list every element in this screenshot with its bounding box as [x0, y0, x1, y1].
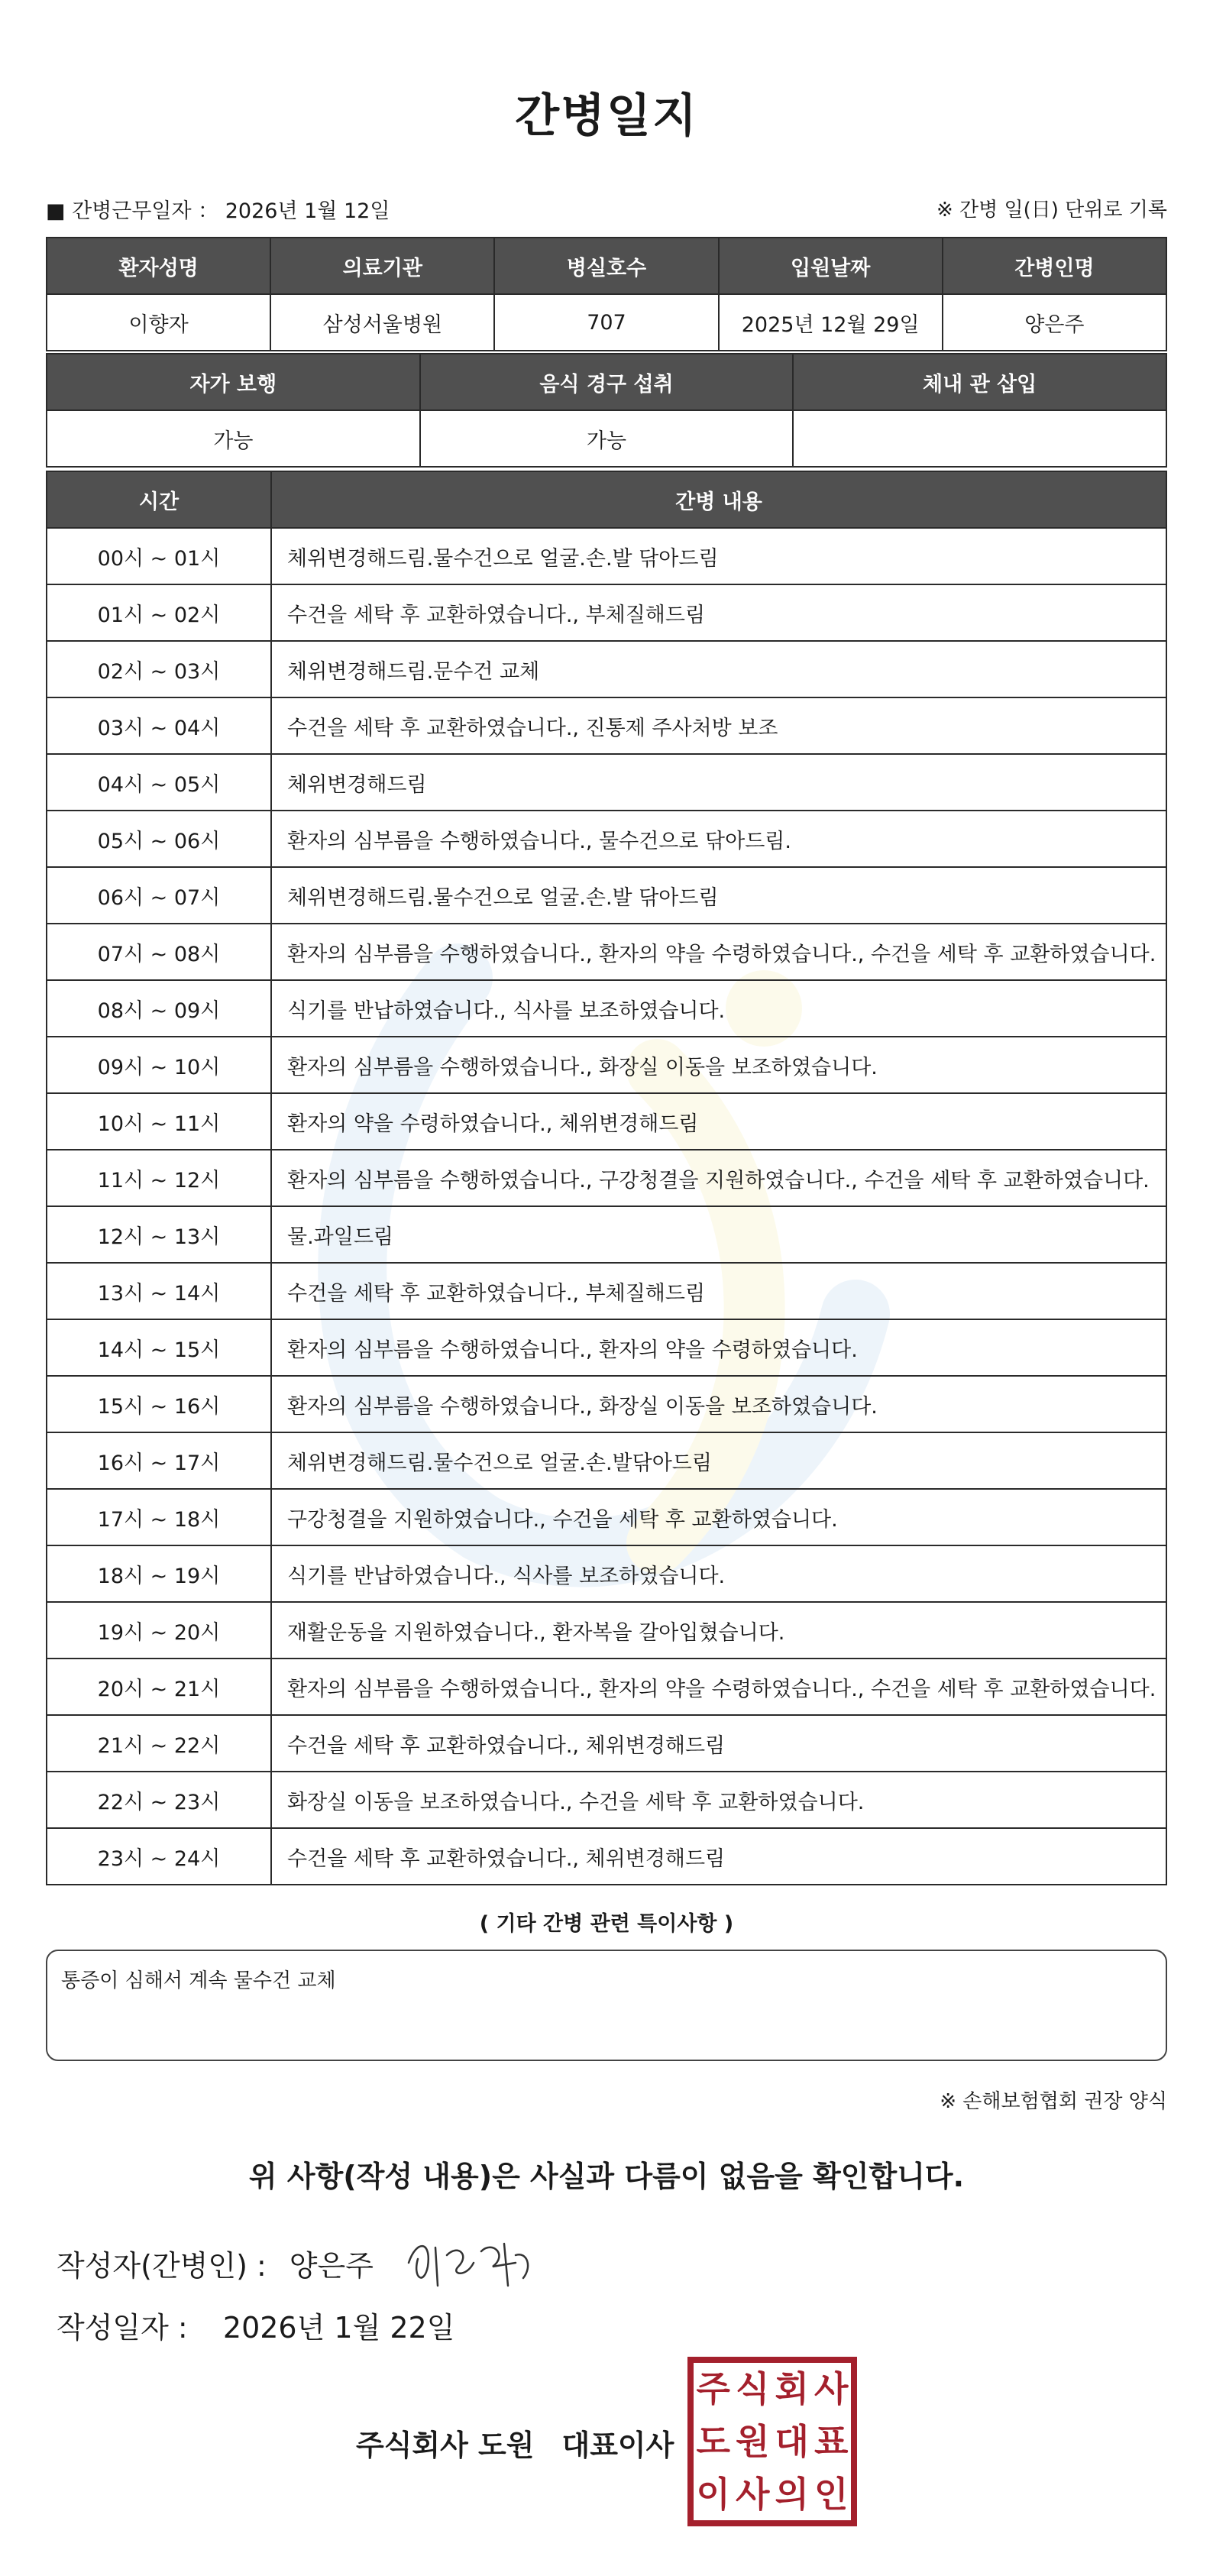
- log-time: 06시 ~ 07시: [47, 867, 271, 924]
- table-row: [47, 1432, 1166, 1489]
- log-time: 14시 ~ 15시: [47, 1319, 271, 1376]
- table-row: [47, 1715, 1166, 1772]
- work-date: ■ 간병근무일자 ： 2026년 1월 12일: [46, 199, 390, 223]
- patient-info-table: [46, 237, 1167, 351]
- header-hospital: 의료기관: [270, 238, 494, 294]
- hospital: 삼성서울병원: [270, 294, 494, 351]
- writer-line: [57, 2232, 539, 2293]
- seal-character: 의: [775, 2473, 809, 2515]
- header-oral-intake: 음식 경구 섭취: [420, 354, 794, 410]
- header-caregiver: 간병인명: [943, 238, 1166, 294]
- table-row: [47, 1545, 1166, 1602]
- log-content: 환자의 심부름을 수행하였습니다., 환자의 약을 수령하였습니다.: [271, 1319, 1166, 1376]
- table-row: [47, 528, 1166, 584]
- admission-date: 2025년 12월 29일: [719, 294, 943, 351]
- unit-note: ※ 간병 일(日) 단위로 기록: [936, 199, 1167, 222]
- date-label: 작성일자 :: [57, 2311, 188, 2345]
- patient-name: 이향자: [47, 294, 270, 351]
- notes-box: [46, 1950, 1167, 2061]
- log-content: 화장실 이동을 보조하였습니다., 수건을 세탁 후 교환하였습니다.: [271, 1772, 1166, 1828]
- header-admission-date: 입원날짜: [719, 238, 943, 294]
- table-row: [47, 1319, 1166, 1376]
- seal-character: 사: [814, 2368, 849, 2410]
- log-time: 07시 ~ 08시: [47, 924, 271, 980]
- page-title: 간병일지: [515, 89, 698, 143]
- log-time: 16시 ~ 17시: [47, 1432, 271, 1489]
- log-content: 수건을 세탁 후 교환하였습니다., 체위변경해드림: [271, 1828, 1166, 1885]
- writer-label: 작성자(간병인) :: [57, 2248, 267, 2283]
- log-content: 체위변경해드림.물수건으로 얼굴.손.발닦아드림: [271, 1432, 1166, 1489]
- table-row: [47, 1489, 1166, 1545]
- table-row: [47, 1828, 1166, 1885]
- table-row: [47, 754, 1166, 811]
- seal-character: 대: [775, 2420, 809, 2462]
- log-time: 15시 ~ 16시: [47, 1376, 271, 1432]
- log-content: 체위변경해드림.물수건으로 얼굴.손.발 닦아드림: [271, 528, 1166, 584]
- log-content: 체위변경해드림.물수건으로 얼굴.손.발 닦아드림: [271, 867, 1166, 924]
- self-walking-value: 가능: [47, 410, 420, 467]
- table-row: [47, 1150, 1166, 1206]
- company-seal-icon: [687, 2357, 857, 2526]
- table-row: [47, 867, 1166, 924]
- header-room: 병실호수: [494, 238, 718, 294]
- seal-character: 원: [736, 2420, 770, 2462]
- log-content: 환자의 약을 수령하였습니다., 체위변경해드림: [271, 1093, 1166, 1150]
- table-row: [47, 980, 1166, 1037]
- log-time: 22시 ~ 23시: [47, 1772, 271, 1828]
- table-row: [47, 924, 1166, 980]
- table-row: [47, 1037, 1166, 1093]
- log-content: 체위변경해드림.문수건 교체: [271, 641, 1166, 697]
- log-content: 수건을 세탁 후 교환하였습니다., 체위변경해드림: [271, 1715, 1166, 1772]
- table-row: [47, 1206, 1166, 1263]
- ceo-label: 대표이사: [561, 2429, 674, 2462]
- log-time: 23시 ~ 24시: [47, 1828, 271, 1885]
- log-time: 21시 ~ 22시: [47, 1715, 271, 1772]
- tube-insertion-value: [793, 410, 1166, 467]
- table-row: [47, 1093, 1166, 1150]
- seal-character: 회: [775, 2368, 809, 2410]
- date-value: 2026년 1월 22일: [222, 2311, 455, 2345]
- log-time: 20시 ~ 21시: [47, 1659, 271, 1715]
- header-self-walking: 자가 보행: [47, 354, 420, 410]
- seal-character: 도: [696, 2420, 730, 2462]
- log-time: 00시 ~ 01시: [47, 528, 271, 584]
- table-header-row: [47, 471, 1166, 528]
- table-header-row: [47, 354, 1166, 410]
- notes-text: 통증이 심해서 계속 물수건 교체: [61, 1969, 336, 1992]
- table-row: [47, 1772, 1166, 1828]
- log-time: 02시 ~ 03시: [47, 641, 271, 697]
- log-time: 11시 ~ 12시: [47, 1150, 271, 1206]
- table-header-row: [47, 238, 1166, 294]
- log-time: 18시 ~ 19시: [47, 1545, 271, 1602]
- room-number: 707: [494, 294, 718, 351]
- seal-character: 이: [696, 2473, 730, 2515]
- table-row: [47, 697, 1166, 754]
- log-time: 04시 ~ 05시: [47, 754, 271, 811]
- log-content: 환자의 심부름을 수행하였습니다., 환자의 약을 수령하였습니다., 수건을 세탁 후 교환하였습니다.: [271, 1659, 1166, 1715]
- seal-character: 식: [736, 2368, 770, 2410]
- company-line: [356, 2422, 674, 2464]
- oral-intake-value: 가능: [420, 410, 794, 467]
- log-content: 수건을 세탁 후 교환하였습니다., 진통제 주사처방 보조: [271, 697, 1166, 754]
- log-time: 05시 ~ 06시: [47, 811, 271, 867]
- log-time: 12시 ~ 13시: [47, 1206, 271, 1263]
- log-time: 01시 ~ 02시: [47, 584, 271, 641]
- care-log-table: [46, 471, 1167, 1885]
- seal-character: 사: [736, 2473, 770, 2515]
- log-time: 19시 ~ 20시: [47, 1602, 271, 1659]
- table-row: [47, 410, 1166, 467]
- signature-icon: [401, 2232, 539, 2293]
- seal-character: 표: [814, 2420, 849, 2462]
- log-time: 17시 ~ 18시: [47, 1489, 271, 1545]
- log-content: 수건을 세탁 후 교환하였습니다., 부체질해드림: [271, 584, 1166, 641]
- log-time: 08시 ~ 09시: [47, 980, 271, 1037]
- table-row: [47, 811, 1166, 867]
- table-row: [47, 1602, 1166, 1659]
- log-content: 환자의 심부름을 수행하였습니다., 화장실 이동을 보조하였습니다.: [271, 1037, 1166, 1093]
- log-time: 10시 ~ 11시: [47, 1093, 271, 1150]
- log-content: 물.과일드림: [271, 1206, 1166, 1263]
- notes-title: ( 기타 간병 관련 특이사항 ): [479, 1912, 734, 1936]
- association-note: ※ 손해보험협회 권장 양식: [940, 2090, 1167, 2113]
- table-row: [47, 1376, 1166, 1432]
- log-content: 체위변경해드림: [271, 754, 1166, 811]
- log-time: 09시 ~ 10시: [47, 1037, 271, 1093]
- header-time: 시간: [47, 471, 271, 528]
- log-content: 구강청결을 지원하였습니다., 수건을 세탁 후 교환하였습니다.: [271, 1489, 1166, 1545]
- log-content: 수건을 세탁 후 교환하였습니다., 부체질해드림: [271, 1263, 1166, 1319]
- confirmation-statement: 위 사항(작성 내용)은 사실과 다름이 없음을 확인합니다.: [248, 2160, 965, 2193]
- table-row: [47, 294, 1166, 351]
- seal-character: 인: [814, 2473, 849, 2515]
- log-time: 13시 ~ 14시: [47, 1263, 271, 1319]
- writer-name: 양은주: [289, 2248, 374, 2283]
- log-content: 환자의 심부름을 수행하였습니다., 화장실 이동을 보조하였습니다.: [271, 1376, 1166, 1432]
- log-time: 03시 ~ 04시: [47, 697, 271, 754]
- write-date: [57, 2304, 454, 2346]
- header-tube-insertion: 체내 관 삽입: [793, 354, 1166, 410]
- table-row: [47, 584, 1166, 641]
- header-care-content: 간병 내용: [271, 471, 1166, 528]
- seal-character: 주: [696, 2368, 730, 2410]
- table-row: [47, 1263, 1166, 1319]
- table-row: [47, 1659, 1166, 1715]
- log-content: 환자의 심부름을 수행하였습니다., 물수건으로 닦아드림.: [271, 811, 1166, 867]
- log-content: 환자의 심부름을 수행하였습니다., 환자의 약을 수령하였습니다., 수건을 세탁 후 교환하였습니다.: [271, 924, 1166, 980]
- company-name: 주식회사 도원: [356, 2429, 535, 2462]
- log-content: 환자의 심부름을 수행하였습니다., 구강청결을 지원하였습니다., 수건을 세탁 후 교환하였습니다.: [271, 1150, 1166, 1206]
- patient-status-table: [46, 353, 1167, 468]
- header-patient-name: 환자성명: [47, 238, 270, 294]
- caregiver-name: 양은주: [943, 294, 1166, 351]
- log-content: 식기를 반납하였습니다., 식사를 보조하였습니다.: [271, 1545, 1166, 1602]
- log-content: 재활운동을 지원하였습니다., 환자복을 갈아입혔습니다.: [271, 1602, 1166, 1659]
- log-content: 식기를 반납하였습니다., 식사를 보조하였습니다.: [271, 980, 1166, 1037]
- table-row: [47, 641, 1166, 697]
